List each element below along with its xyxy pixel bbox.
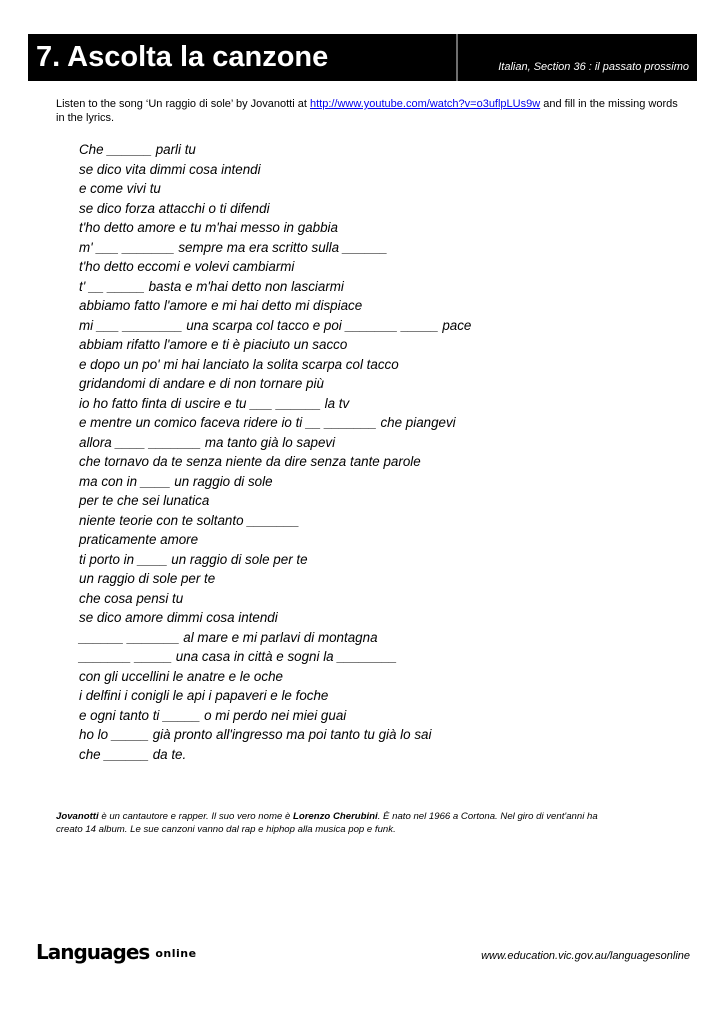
lyric-line: ma con in ____ un raggio di sole <box>79 473 273 489</box>
lyric-line: se dico amore dimmi cosa intendi <box>79 610 278 625</box>
lyric-line: ti porto in ____ un raggio di sole per te <box>79 551 308 567</box>
lyric-line: niente teorie con te soltanto _______ <box>79 512 300 528</box>
bio-real-name: Lorenzo Cherubini <box>292 811 378 822</box>
lyric-line: ______ _______ al mare e mi parlavi di montagna <box>79 629 378 645</box>
lyric-line: gridandomi di andare e di non tornare più <box>79 376 324 391</box>
instructions-text-start: Listen to the song ‘Un raggio di sole’ by Jovanotti at <box>56 98 310 110</box>
section-label: Italian, Section 36 : il passato prossimo <box>498 61 689 73</box>
logo-word: Languages <box>36 940 150 964</box>
footer-url: www.education.vic.gov.au/languagesonline <box>481 950 690 962</box>
lyric-line: e dopo un po' mi hai lanciato la solita scarpa col tacco <box>79 356 399 372</box>
page-title: 7. Ascolta la canzone <box>36 41 329 73</box>
youtube-link[interactable]: http://www.youtube.com/watch?v=o3uflpLUs9w <box>309 98 541 110</box>
bio-artist-name: Jovanotti <box>56 811 99 822</box>
header-divider <box>456 34 458 81</box>
lyric-line: se dico forza attacchi o ti difendi <box>79 200 270 216</box>
lyric-line: e ogni tanto ti _____ o mi perdo nei miei guai <box>79 707 347 723</box>
lyric-line: che cosa pensi tu <box>79 590 184 606</box>
lyric-line: abbiam rifatto l'amore e ti è piaciuto un sacco <box>79 337 348 352</box>
bio-text-2: . È nato nel 1966 a Cortona. Nel giro di vent'anni ha creato 14 album. Le sue canzoni vanno dal rap e hiphop alla musica pop e funk. <box>56 811 598 835</box>
lyric-line: t' __ _____ basta e m'hai detto non lasciarmi <box>79 278 344 294</box>
lyric-line: un raggio di sole per te <box>79 571 216 586</box>
instructions <box>56 97 681 125</box>
lyric-line: t'ho detto amore e tu m'hai messo in gabbia <box>79 220 338 235</box>
lyric-line: se dico vita dimmi cosa intendi <box>79 161 261 177</box>
title-bar <box>28 34 697 81</box>
lyric-line: io ho fatto finta di uscire e tu ___ ______ la tv <box>79 395 350 411</box>
lyric-line: e mentre un comico faceva ridere io ti __ _______ che piangevi <box>79 415 456 430</box>
lyric-line: praticamente amore <box>79 532 199 547</box>
lyric-line: e come vivi tu <box>79 181 161 196</box>
bio-text-1: è un cantautore e rapper. Il suo vero nome è <box>98 811 293 822</box>
lyric-line: ho lo _____ già pronto all'ingresso ma poi tanto tu già lo sai <box>79 727 432 742</box>
lyric-line: t'ho detto eccomi e volevi cambiarmi <box>79 259 295 274</box>
languages-online-logo <box>36 934 197 964</box>
lyric-line: allora ____ _______ ma tanto già lo sapevi <box>79 434 336 450</box>
lyrics-block <box>79 140 471 764</box>
logo-sub: online <box>155 947 197 960</box>
instructions-text-end: and fill in the missing words in the lyrics. <box>56 98 678 124</box>
artist-bio <box>56 810 616 836</box>
lyric-line: _______ _____ una casa in città e sogni la ________ <box>79 649 397 664</box>
lyric-line: mi ___ ________ una scarpa col tacco e poi _______ _____ pace <box>79 317 472 333</box>
lyric-line: che ______ da te. <box>79 746 187 762</box>
lyric-line: i delfini i conigli le api i papaveri e le foche <box>79 688 329 703</box>
lyric-line: m' ___ _______ sempre ma era scritto sulla ______ <box>79 239 388 255</box>
lyric-line: abbiamo fatto l'amore e mi hai detto mi dispiace <box>79 298 363 313</box>
lyric-line: che tornavo da te senza niente da dire senza tante parole <box>79 454 421 469</box>
lyric-line: per te che sei lunatica <box>79 493 210 508</box>
lyric-line: con gli uccellini le anatre e le oche <box>79 668 283 684</box>
lyric-line: Che ______ parli tu <box>79 142 196 157</box>
